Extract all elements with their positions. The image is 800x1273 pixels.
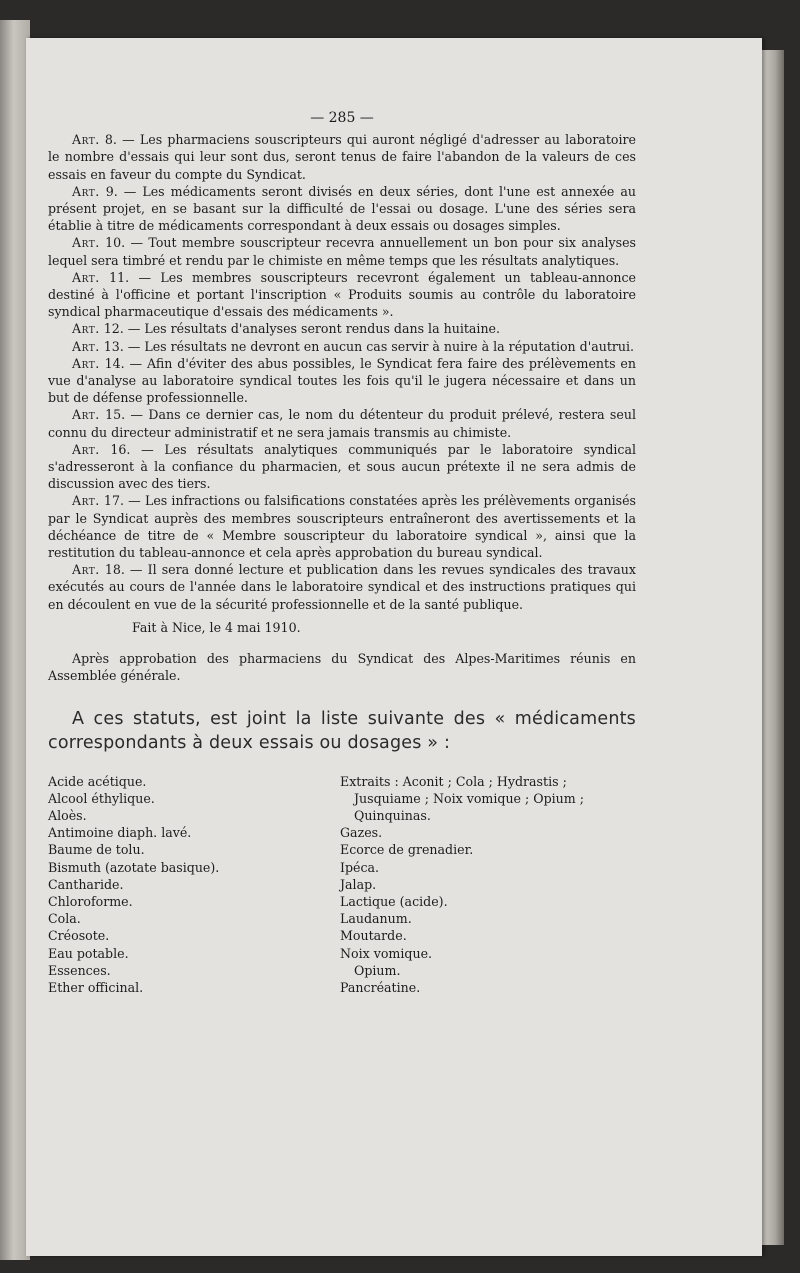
article-label: Art. <box>72 338 100 354</box>
article-text: 16. — Les résultats analytiques communiqués par le laboratoire syndical s'adresseront à la confiance du pharmacien, et sous aucun prétexte il ne sera admis de discussion avec des tiers. <box>48 441 636 492</box>
list-item: Aloès. <box>48 807 87 823</box>
list-item: Eau potable. <box>48 945 129 961</box>
list-item: Gazes. <box>340 825 383 841</box>
article-text: 17. — Les infractions ou falsifications constatées après les prélèvements organisés par le Syndicat auprès des membres souscripteurs entraîneront des avertissements et la déchéance de titre de « Membre souscripteur du laboratoire syndical », ainsi que la restitution du tableau-annonce et cela après approbation du bureau syndical. <box>48 493 636 561</box>
signature-line: Fait à Nice, le 4 mai 1910. <box>132 619 301 635</box>
article-12 <box>48 320 636 337</box>
list-item: Jalap. <box>340 876 377 892</box>
article-text: 18. — Il sera donné lecture et publication dans les revues syndicales des travaux exécutés au cours de l'année dans le laboratoire syndical et des instructions pratiques qui en découlent en vue de la sécurité professionnelle et de la santé publique. <box>48 562 636 612</box>
article-10 <box>48 234 636 268</box>
article-17 <box>48 492 636 561</box>
article-text: 10. — Tout membre souscripteur recevra annuellement un bon pour six analyses lequel sera timbré et rendu par le chimiste en même temps que les résultats analytiques. <box>48 235 636 268</box>
article-18 <box>48 561 636 613</box>
article-text: 9. — Les médicaments seront divisés en deux séries, dont l'une est annexée au présent projet, en se basant sur la difficulté de l'essai ou dosage. L'une des séries sera établie à titre de médicaments correspondant à deux essais ou dosages simples. <box>48 183 636 234</box>
list-item: Quinquinas. <box>354 807 431 823</box>
article-text: 15. — Dans ce dernier cas, le nom du détenteur du produit prélevé, restera seul connu du directeur administratif et ne sera jamais transmis au chimiste. <box>48 407 636 440</box>
list-item: Ecorce de grenadier. <box>340 842 474 858</box>
article-text: 12. — Les résultats d'analyses seront rendus dans la huitaine. <box>99 321 501 337</box>
article-label: Art. <box>72 441 100 457</box>
list-item: Opium. <box>354 962 401 978</box>
article-11 <box>48 269 636 321</box>
list-item: Cantharide. <box>48 876 124 892</box>
list-item: Ether officinal. <box>48 979 144 995</box>
article-text: 13. — Les résultats ne devront en aucun cas servir à nuire à la réputation d'autrui. <box>99 338 635 354</box>
medication-list-left <box>48 773 328 997</box>
list-introduction: A ces statuts, est joint la liste suivante des « médicaments correspondants à deux essais ou dosages » : <box>48 708 636 753</box>
page-number: — 285 — <box>310 110 374 126</box>
list-item: Alcool éthylique. <box>48 790 155 806</box>
list-item: Bismuth (azotate basique). <box>48 859 220 875</box>
list-item: Essences. <box>48 962 111 978</box>
article-label: Art. <box>72 183 100 199</box>
article-label: Art. <box>72 269 100 285</box>
article-label: Art. <box>72 562 100 578</box>
page-text <box>48 110 636 1023</box>
article-label: Art. <box>72 132 100 148</box>
article-13 <box>48 338 636 355</box>
article-label: Art. <box>72 355 100 371</box>
article-label: Art. <box>72 407 100 423</box>
article-16 <box>48 441 636 493</box>
list-item: Noix vomique. <box>340 945 433 961</box>
medication-lists <box>48 773 636 1023</box>
article-15 <box>48 406 636 440</box>
article-label: Art. <box>72 321 100 337</box>
list-item: Cola. <box>48 911 81 927</box>
page-right-edge <box>762 50 784 1245</box>
list-item: Extraits : Aconit ; Cola ; Hydrastis ; <box>340 773 567 789</box>
list-item: Chloroforme. <box>48 893 133 909</box>
article-text: 11. — Les membres souscripteurs recevront également un tableau-annonce destiné à l'officine et portant l'inscription « Produits soumis au contrôle du laboratoire syndical pharmaceutique d'essais des médicaments ». <box>48 269 636 320</box>
list-item: Pancréatine. <box>340 979 421 995</box>
article-label: Art. <box>72 493 100 509</box>
approval-paragraph: Après approbation des pharmaciens du Syndicat des Alpes-Maritimes réunis en Assemblée générale. <box>48 651 636 684</box>
list-item: Acide acétique. <box>48 773 147 789</box>
list-item: Baume de tolu. <box>48 842 145 858</box>
article-text: 14. — Afin d'éviter des abus possibles, le Syndicat fera faire des prélèvements en vue d'analyse au laboratoire syndical toutes les fois qu'il le jugera nécessaire et dans un but de défense professionnelle. <box>48 355 636 406</box>
list-item: Ipéca. <box>340 859 380 875</box>
list-item: Jusquiame ; Noix vomique ; Opium ; <box>354 790 584 806</box>
article-text: 8. — Les pharmaciens souscripteurs qui auront négligé d'adresser au laboratoire le nombre d'essais qui leur sont dus, seront tenus de faire l'abandon de la valeurs de ces essais en faveur du compte du Syndicat. <box>48 132 636 182</box>
list-item: Lactique (acide). <box>340 893 448 909</box>
articles-section <box>48 131 636 613</box>
article-14 <box>48 355 636 407</box>
article-8 <box>48 131 636 183</box>
list-item: Laudanum. <box>340 911 412 927</box>
medication-list-right <box>340 773 636 997</box>
article-9 <box>48 183 636 235</box>
article-label: Art. <box>72 235 100 251</box>
list-item: Antimoine diaph. lavé. <box>48 825 192 841</box>
list-item: Créosote. <box>48 928 110 944</box>
list-item: Moutarde. <box>340 928 407 944</box>
